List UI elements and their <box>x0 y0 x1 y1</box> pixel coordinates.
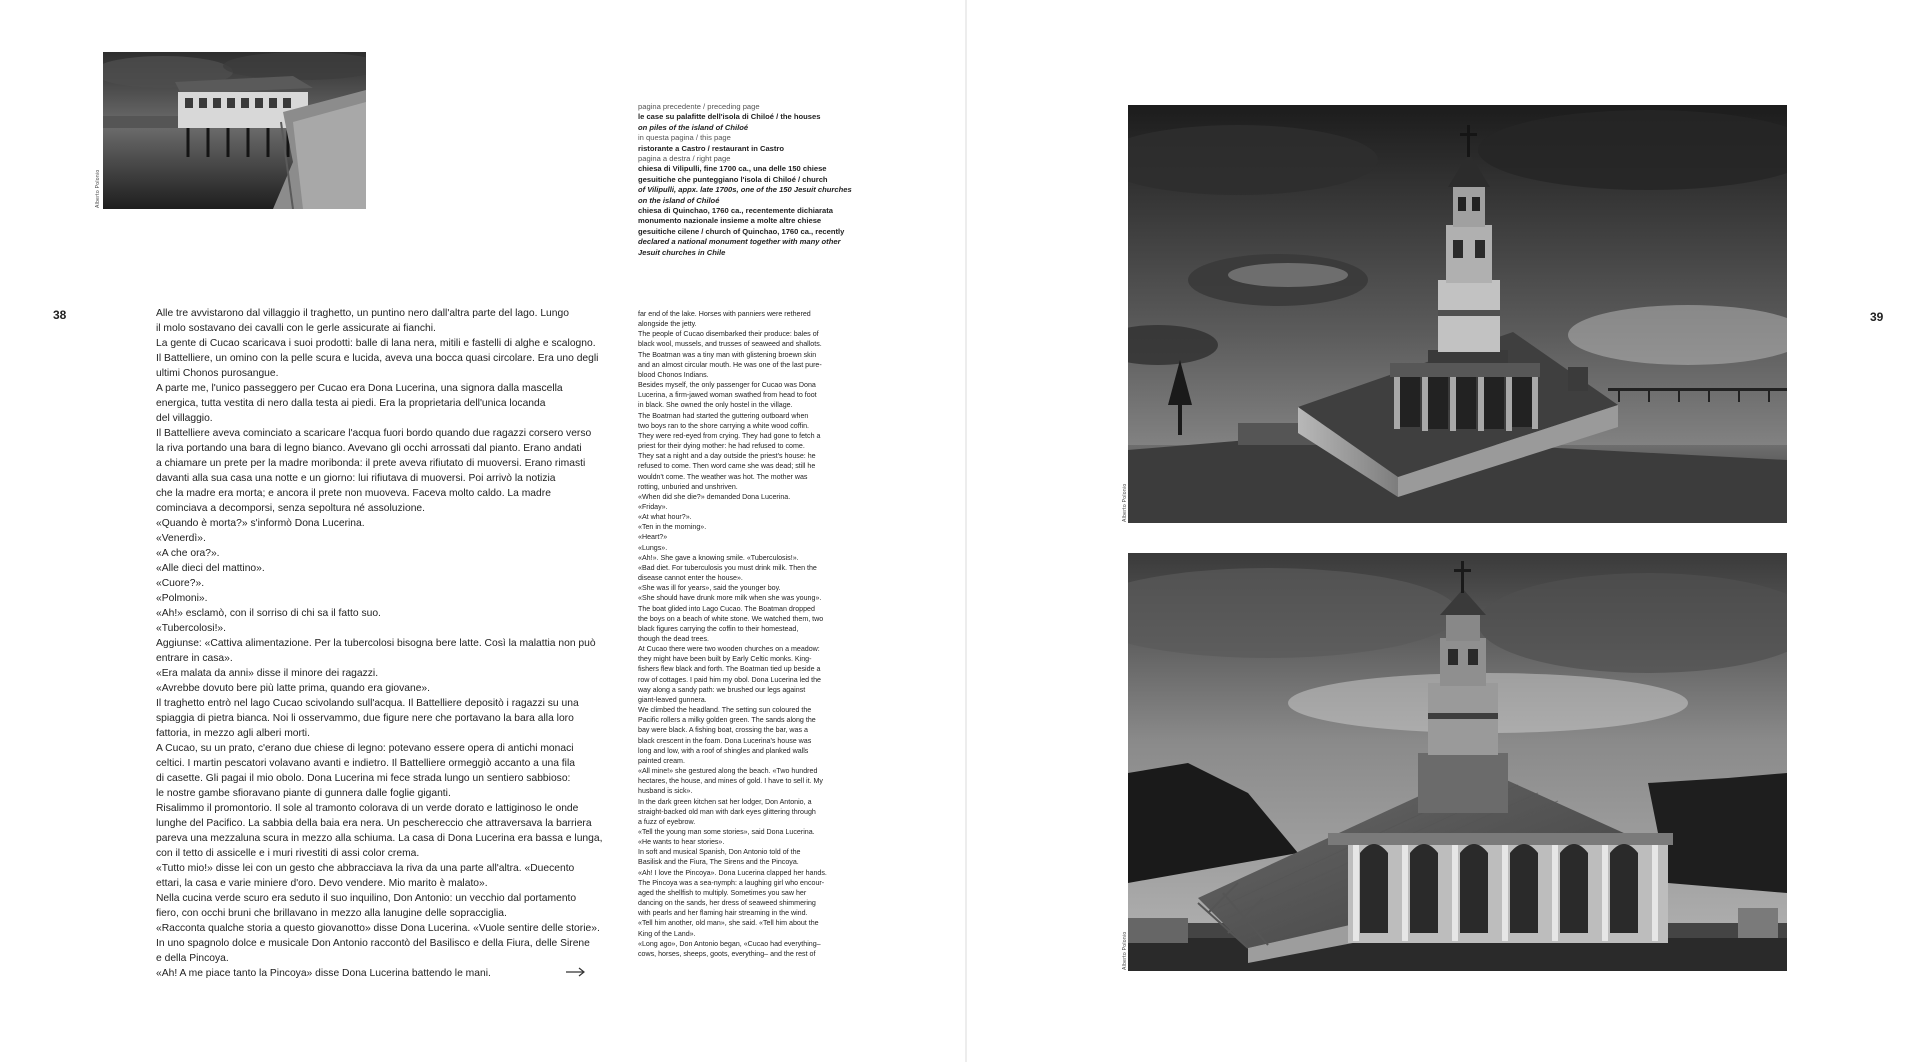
caption-line: gesuitiche che punteggiano l'isola di Chiloé / church <box>638 174 828 184</box>
english-text-line: far end of the lake. Horses with panniers were rethered <box>638 310 811 318</box>
english-text-column <box>638 309 852 959</box>
english-text-line: «Lungs». <box>638 543 668 552</box>
italian-text-line: «Tubercolosi!». <box>156 623 227 634</box>
restaurant-castro-photo <box>103 52 366 209</box>
italian-text-line: celtici. I martin pescatori volavano avanti e indietro. Il Battelliere ormeggiò accanto a una fila <box>156 758 575 769</box>
english-text-line: cows, horses, sheeps, goots, everything– and the rest of <box>638 949 816 958</box>
italian-text-line: spiaggia di pietra bianca. Noi li osservammo, due figure nere che portavano la bara alla loro <box>156 713 574 724</box>
italian-text-line: la riva portando una bara di legno bianco. Avevano gli occhi arrossati dal pianto. Erano andati <box>156 443 582 454</box>
right-page <box>967 0 1920 1062</box>
english-text-line: «Ah! I love the Pincoya». Dona Lucerina clapped her hands. <box>638 868 827 877</box>
italian-text-line: a chiamare un prete per la madre moribonda: il prete aveva rifiutato di muoversi. Erano rimasti <box>156 458 586 469</box>
restaurant-castro-image <box>103 52 366 209</box>
italian-text-line: Risalimmo il promontorio. Il sole al tramonto colorava di un verde dorato e lattiginoso le onde <box>156 803 579 814</box>
english-text-line: alongside the jetty. <box>638 320 697 329</box>
italian-text-line: «Ah!» esclamò, con il sorriso di chi sa il fatto suo. <box>156 608 381 619</box>
italian-text-line: «Avrebbe dovuto bere più latte prima, quando era giovane». <box>156 683 431 694</box>
thumbnail-credit: Alberto Polonio <box>95 169 101 208</box>
english-text-line: aged the shellfish to multiply. Sometimes you saw her <box>638 888 807 897</box>
caption-line: chiesa di Vilipulli, fine 1700 ca., una delle 150 chiese <box>638 164 827 174</box>
italian-text-line: energica, tutta vestita di nero dalla testa ai piedi. Era la proprietaria dell'unica locanda <box>156 398 546 409</box>
english-text-line: «He wants to hear stories». <box>638 838 725 847</box>
italian-text-line: fiero, con occhi bruni che brillavano in mezzo alla lanugine delle sopracciglia. <box>156 908 507 919</box>
english-text-line: the boys on a beach of white stone. We watched them, two <box>638 614 824 623</box>
english-text-line: way along a sandy path: we brushed our legs against <box>638 685 806 694</box>
italian-text-line: davanti alla sua casa una notte e un giorno: lui rifiutava di muoversi. Poi arrivò la notizia <box>156 473 556 484</box>
caption-line: monumento nazionale insieme a molte altre chiese <box>638 216 822 226</box>
english-text-line: The people of Cucao disembarked their produce: bales of <box>638 330 819 339</box>
church-quinchao-image <box>1128 553 1787 971</box>
page-number-right: 39 <box>1870 310 1884 324</box>
church-vilipulli-image <box>1128 105 1787 523</box>
english-text-line: They sat a night and a day outside the priest's house: he <box>638 452 816 461</box>
caption-line: of Vilipulli, appx. late 1700s, one of the 150 Jesuit churches <box>638 185 852 195</box>
italian-text-line: «A che ora?». <box>156 548 220 559</box>
english-text-line: row of cottages. I paid him my obol. Dona Lucerina led the <box>638 675 821 684</box>
italian-text-line: «Polmoni». <box>156 593 208 604</box>
english-text-line: dancing on the sands, her dress of seaweed shimmering <box>638 899 816 908</box>
english-text-line: disease cannot enter the house». <box>638 574 743 583</box>
english-text-line: and an almost circular mouth. He was one of the last pure- <box>638 360 822 369</box>
english-text-line: painted cream. <box>638 756 685 765</box>
italian-text-line: Il traghetto entrò nel lago Cucao scivolando sull'acqua. Il Battelliere depositò i ragazzi su una <box>156 698 579 709</box>
italian-text-line: «Venerdì». <box>156 533 206 544</box>
english-text-line: «Long ago», Don Antonio began, «Cucao had everything– <box>638 939 821 948</box>
english-text-line: «Friday». <box>638 502 668 511</box>
english-text-line: The Pincoya was a sea-nymph: a laughing girl who encour- <box>638 878 825 887</box>
english-text-line: blood Chonos Indians. <box>638 370 709 379</box>
english-text-line: In soft and musical Spanish, Don Antonio told of the <box>638 848 801 857</box>
english-text-line: Pacific rollers a milky golden green. The sands along the <box>638 716 816 725</box>
english-text-line: «All mine!» she gestured along the beach. «Two hundred <box>638 767 818 776</box>
caption-line: Jesuit churches in Chile <box>638 247 726 257</box>
italian-text-line: pareva una mezzaluna scura in mezzo alla schiuma. La casa di Dona Lucerina era bassa e lunga, <box>156 833 603 844</box>
italian-text-line: «Racconta qualche storia a questo giovanotto» disse Dona Lucerina. «Vuole sentire delle storie». <box>156 923 600 934</box>
italian-text-column <box>156 306 603 981</box>
italian-text-line: «Ah! A me piace tanto la Pincoya» disse Dona Lucerina battendo le mani. <box>156 968 491 979</box>
english-text-line: black crescent in the foam. Dona Lucerina's house was <box>638 736 812 745</box>
italian-text-line: Il Battelliere aveva cominciato a scaricare l'acqua fuori bordo quando due ragazzi corsero verso <box>156 428 592 439</box>
english-text-line: Lucerina, a firm-jawed woman swathed from head to foot <box>638 391 817 400</box>
english-text-line: At Cucao there were two wooden churches on a meadow: <box>638 645 820 654</box>
english-text-line: We climbed the headland. The setting sun coloured the <box>638 706 812 715</box>
italian-text-line: con il tetto di assicelle e i muri rivestiti di assi color crema. <box>156 848 420 859</box>
caption-line: gesuitiche cilene / church of Quinchao, 1760 ca., recently <box>638 226 845 236</box>
italian-text-line: ettari, la casa e varie miniere d'oro. Devo vendere. Mio marito è malato». <box>156 878 488 889</box>
english-text-line: long and low, with a roof of shingles and planked walls <box>638 746 809 755</box>
caption-line: le case su palafitte dell'isola di Chiloé / the houses <box>638 112 821 122</box>
italian-text-line: Il Battelliere, un omino con la pelle scura e lucida, aveva una bocca quasi circolare. Era uno degli <box>156 353 599 364</box>
english-text-line: The Boatman was a tiny man with glistening broewn skin <box>638 350 817 359</box>
english-text-line: wouldn't come. The weather was hot. The mother was <box>638 472 808 481</box>
english-text-line: they might have been built by Early Celtic monks. King- <box>638 655 812 664</box>
caption-line: chiesa di Quinchao, 1760 ca., recentemente dichiarata <box>638 206 833 216</box>
italian-text-line: il molo sostavano dei cavalli con le gerle assicurate ai fianchi. <box>156 323 436 334</box>
italian-text-line: di casette. Gli pagai il mio obolo. Dona Lucerina mi fece strada lungo un sentiero sabbioso: <box>156 773 571 784</box>
english-text-line: «Bad diet. For tuberculosis you must drink milk. Then the <box>638 563 817 572</box>
english-text-line: The boat glided into Lago Cucao. The Boatman dropped <box>638 604 815 613</box>
english-text-line: in black. She owned the only hostel in the village. <box>638 401 793 410</box>
italian-text-line: «Alle dieci del mattino». <box>156 563 265 574</box>
english-text-line: They were red-eyed from crying. They had gone to fetch a <box>638 431 821 440</box>
english-text-line: bay were black. A fishing boat, crossing the bar, was a <box>638 726 808 735</box>
english-text-line: King of the Land». <box>638 929 696 938</box>
italian-text-line: Nella cucina verde scuro era seduto il suo inquilino, Don Antonio: un vecchio dal portamento <box>156 893 577 904</box>
english-text-line: priest for their dying mother: he had refused to come. <box>638 442 805 451</box>
english-text-line: The Boatman had started the guttering outboard when <box>638 411 809 420</box>
italian-text-line: Alle tre avvistarono dal villaggio il traghetto, un puntino nero dall'altra parte del lago. Lungo <box>156 308 569 319</box>
italian-text-line: «Tutto mio!» disse lei con un gesto che abbracciava la riva da una parte all'altra. «Duecento <box>156 863 575 874</box>
italian-text-line: «Era malata da anni» disse il minore dei ragazzi. <box>156 668 379 679</box>
english-text-line: two boys ran to the shore carrying a white wood coffin. <box>638 421 809 430</box>
church-quinchao-photo <box>1128 553 1787 971</box>
english-text-line: In the dark green kitchen sat her lodger, Don Antonio, a <box>638 797 812 806</box>
page-number-left: 38 <box>53 308 67 322</box>
italian-text-line: La gente di Cucao scaricava i suoi prodotti: balle di lana nera, mitili e fastelli di alghe e scalogno. <box>156 338 596 349</box>
caption-line: on the island of Chiloé <box>638 195 720 205</box>
church-quinchao-credit: Alberto Polonio <box>1122 931 1128 970</box>
italian-text-line: fattoria, in mezzo agli alberi morti. <box>156 728 310 739</box>
italian-text-line: che la madre era morta; e ancora il prete non muoveva. Faceva molto caldo. La madre <box>156 488 551 499</box>
english-text-line: giant-leaved gunnera. <box>638 695 707 704</box>
english-text-line: black wool, mussels, and trusses of seaweed and shallots. <box>638 340 822 349</box>
italian-text-line: e della Pincoya. <box>156 953 229 964</box>
italian-text-line: ultimi Chonos purosangue. <box>156 368 279 379</box>
italian-text-line: Aggiunse: «Cattiva alimentazione. Per la tubercolosi bisogna bere latte. Così la malattia non può <box>156 638 596 649</box>
caption-line: pagina a destra / right page <box>638 154 731 164</box>
english-text-line: «When did she die?» demanded Dona Lucerina. <box>638 492 791 501</box>
english-text-line: though the dead trees. <box>638 635 709 643</box>
english-text-line: «She was ill for years», said the younger boy. <box>638 584 781 593</box>
caption-line: declared a national monument together with many other <box>638 237 841 247</box>
continue-arrow-icon[interactable] <box>564 965 588 979</box>
english-text-line: black figures carrying the coffin to their homestead, <box>638 624 799 633</box>
italian-text-line: A Cucao, su un prato, c'erano due chiese di legno: potevano essere opera di antichi monaci <box>156 743 574 754</box>
english-text-line: «Ten in the morning». <box>638 523 707 532</box>
english-text-line: «Heart?» <box>638 533 668 542</box>
italian-text-line: entrare in casa». <box>156 653 233 664</box>
english-text-line: «At what hour?». <box>638 513 692 522</box>
caption-line: pagina precedente / preceding page <box>638 102 760 111</box>
english-text-line: with pearls and her flaming hair streaming in the wind. <box>638 909 808 918</box>
italian-text-line: A parte me, l'unico passeggero per Cucao era Dona Lucerina, una signora dalla mascella <box>156 383 563 394</box>
italian-text-line: «Quando è morta?» s'informò Dona Lucerina. <box>156 518 365 529</box>
caption-line: ristorante a Castro / restaurant in Castro <box>638 143 785 153</box>
english-text-line: Besides myself, the only passenger for Cucao was Dona <box>638 381 816 390</box>
english-text-line: Basilisk and the Fiura, The Sirens and the Pincoya. <box>638 858 799 867</box>
italian-text-line: «Cuore?». <box>156 578 205 589</box>
english-text-line: straight-backed old man with dark eyes glittering through <box>638 807 816 816</box>
english-text-line: «Tell him another, old man», she said. «Tell him about the <box>638 919 819 928</box>
church-vilipulli-photo <box>1128 105 1787 523</box>
church-vilipulli-credit: Alberto Polonio <box>1122 483 1128 522</box>
english-text-line: husband is sick». <box>638 787 693 796</box>
english-text-line: rotting, unburied and unshriven. <box>638 482 738 491</box>
italian-text-line: le nostre gambe sfioravano piante di gunnera dalle foglie giganti. <box>156 788 451 799</box>
photo-captions <box>638 102 858 258</box>
italian-text-line: In uno spagnolo dolce e musicale Don Antonio raccontò del Basilisco e della Fiura, delle Sirene <box>156 938 590 949</box>
english-text-line: a fuzz of eyebrow. <box>638 817 696 826</box>
english-text-line: hectares, the house, and mines of gold. I have to sell it. My <box>638 777 823 786</box>
english-text-line: «Ah!». She gave a knowing smile. «Tuberculosis!». <box>638 553 799 562</box>
english-text-line: refused to come. Then word came she was dead; still he <box>638 462 816 471</box>
english-text-line: «Tell the young man some stories», said Dona Lucerina. <box>638 827 815 836</box>
caption-line: in questa pagina / this page <box>638 133 731 143</box>
english-text-line: «She should have drunk more milk when she was young». <box>638 594 822 603</box>
italian-text-line: del villaggio. <box>156 413 213 424</box>
italian-text-line: lunghe del Pacifico. La sabbia della baia era nera. Un peschereccio che attraversava la barriera <box>156 818 592 829</box>
italian-text-line: cominciava a decomporsi, senza sepoltura né assoluzione. <box>156 503 426 514</box>
english-text-line: fishers flew black and forth. The Boatman tied up beside a <box>638 665 821 674</box>
caption-line: on piles of the island of Chiloé <box>638 122 749 132</box>
